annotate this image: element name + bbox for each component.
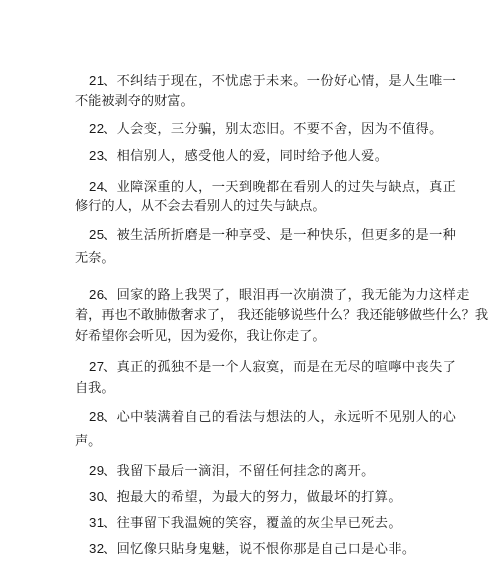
item-number: 23	[89, 148, 105, 163]
item-text: 、人会变，三分骗，别太恋旧。不要不舍，因为不值得。	[103, 122, 443, 137]
item-29-line-1	[75, 463, 435, 479]
item-31-line-1	[75, 515, 435, 531]
item-27-line-2	[75, 381, 435, 396]
item-number: 28	[89, 409, 105, 424]
item-text: 、相信别人，感受他人的爱，同时给予他人爱。	[103, 149, 389, 164]
item-32-line-1	[75, 541, 435, 557]
item-text: 、我留下最后一滴泪，不留任何挂念的离开。	[103, 464, 375, 479]
item-text: 、真正的孤独不是一个人寂寞，而是在无尽的喧嚀中丧失了	[103, 360, 457, 375]
item-25-line-1	[75, 227, 457, 243]
item-text: 、回忆像只貼身鬼魅，说不恨你那是自己口是心非。	[103, 542, 416, 557]
item-24-line-2	[75, 199, 435, 214]
item-text: 好希望你会听见，因为爱你，我让你走了。	[75, 329, 326, 344]
item-26-line-1	[75, 287, 470, 303]
item-28-line-1	[75, 409, 457, 425]
item-number: 29	[89, 463, 105, 478]
item-21-line-2	[75, 94, 435, 109]
item-21-line-1	[75, 73, 457, 89]
item-text: 、业障深重的人，一天到晚都在看别人的过失与缺点，真正	[103, 180, 457, 195]
item-22-line-1	[75, 121, 443, 137]
item-text: 、心中装满着自己的看法与想法的人，永远听不见别人的心	[103, 410, 457, 425]
item-27-line-1	[75, 359, 457, 375]
item-30-line-1	[75, 489, 435, 505]
item-23-line-1	[75, 148, 435, 164]
item-28-line-2	[75, 434, 435, 449]
item-text: 、不纠结于现在，不忧虑于未来。一份好心情，是人生唯一	[103, 74, 457, 89]
item-number: 24	[89, 179, 105, 194]
item-number: 26	[89, 287, 105, 302]
item-text: 着，再也不敢肺傲奢求了， 我还能够说些什么？我还能够做些什么？我	[75, 308, 489, 323]
item-text: 、被生活所折磨是一种享受、是一种快乐，但更多的是一种	[103, 228, 457, 243]
item-number: 21	[89, 73, 105, 88]
item-number: 25	[89, 227, 105, 242]
item-text: 、抱最大的希望，为最大的努力，做最坏的打算。	[103, 490, 402, 505]
item-text: 、回家的路上我哭了，眼泪再一次崩溃了，我无能为力这样走	[103, 288, 470, 303]
item-text: 修行的人，从不会去看别人的过失与缺点。	[75, 199, 326, 214]
item-number: 31	[89, 515, 105, 530]
item-number: 30	[89, 489, 105, 504]
item-text: 自我。	[75, 381, 115, 396]
item-number: 32	[89, 541, 105, 556]
item-number: 27	[89, 359, 105, 374]
item-26-line-2	[75, 308, 489, 323]
item-24-line-1	[75, 179, 457, 195]
item-25-line-2	[75, 251, 435, 266]
item-26-line-3	[75, 329, 435, 344]
item-text: 、往事留下我温婉的笑容，覆盖的灰尘早已死去。	[103, 516, 402, 531]
item-text: 声。	[75, 434, 102, 449]
item-text: 不能被剥夺的财富。	[75, 94, 194, 109]
item-number: 22	[89, 121, 105, 136]
item-text: 无奈。	[75, 251, 115, 266]
